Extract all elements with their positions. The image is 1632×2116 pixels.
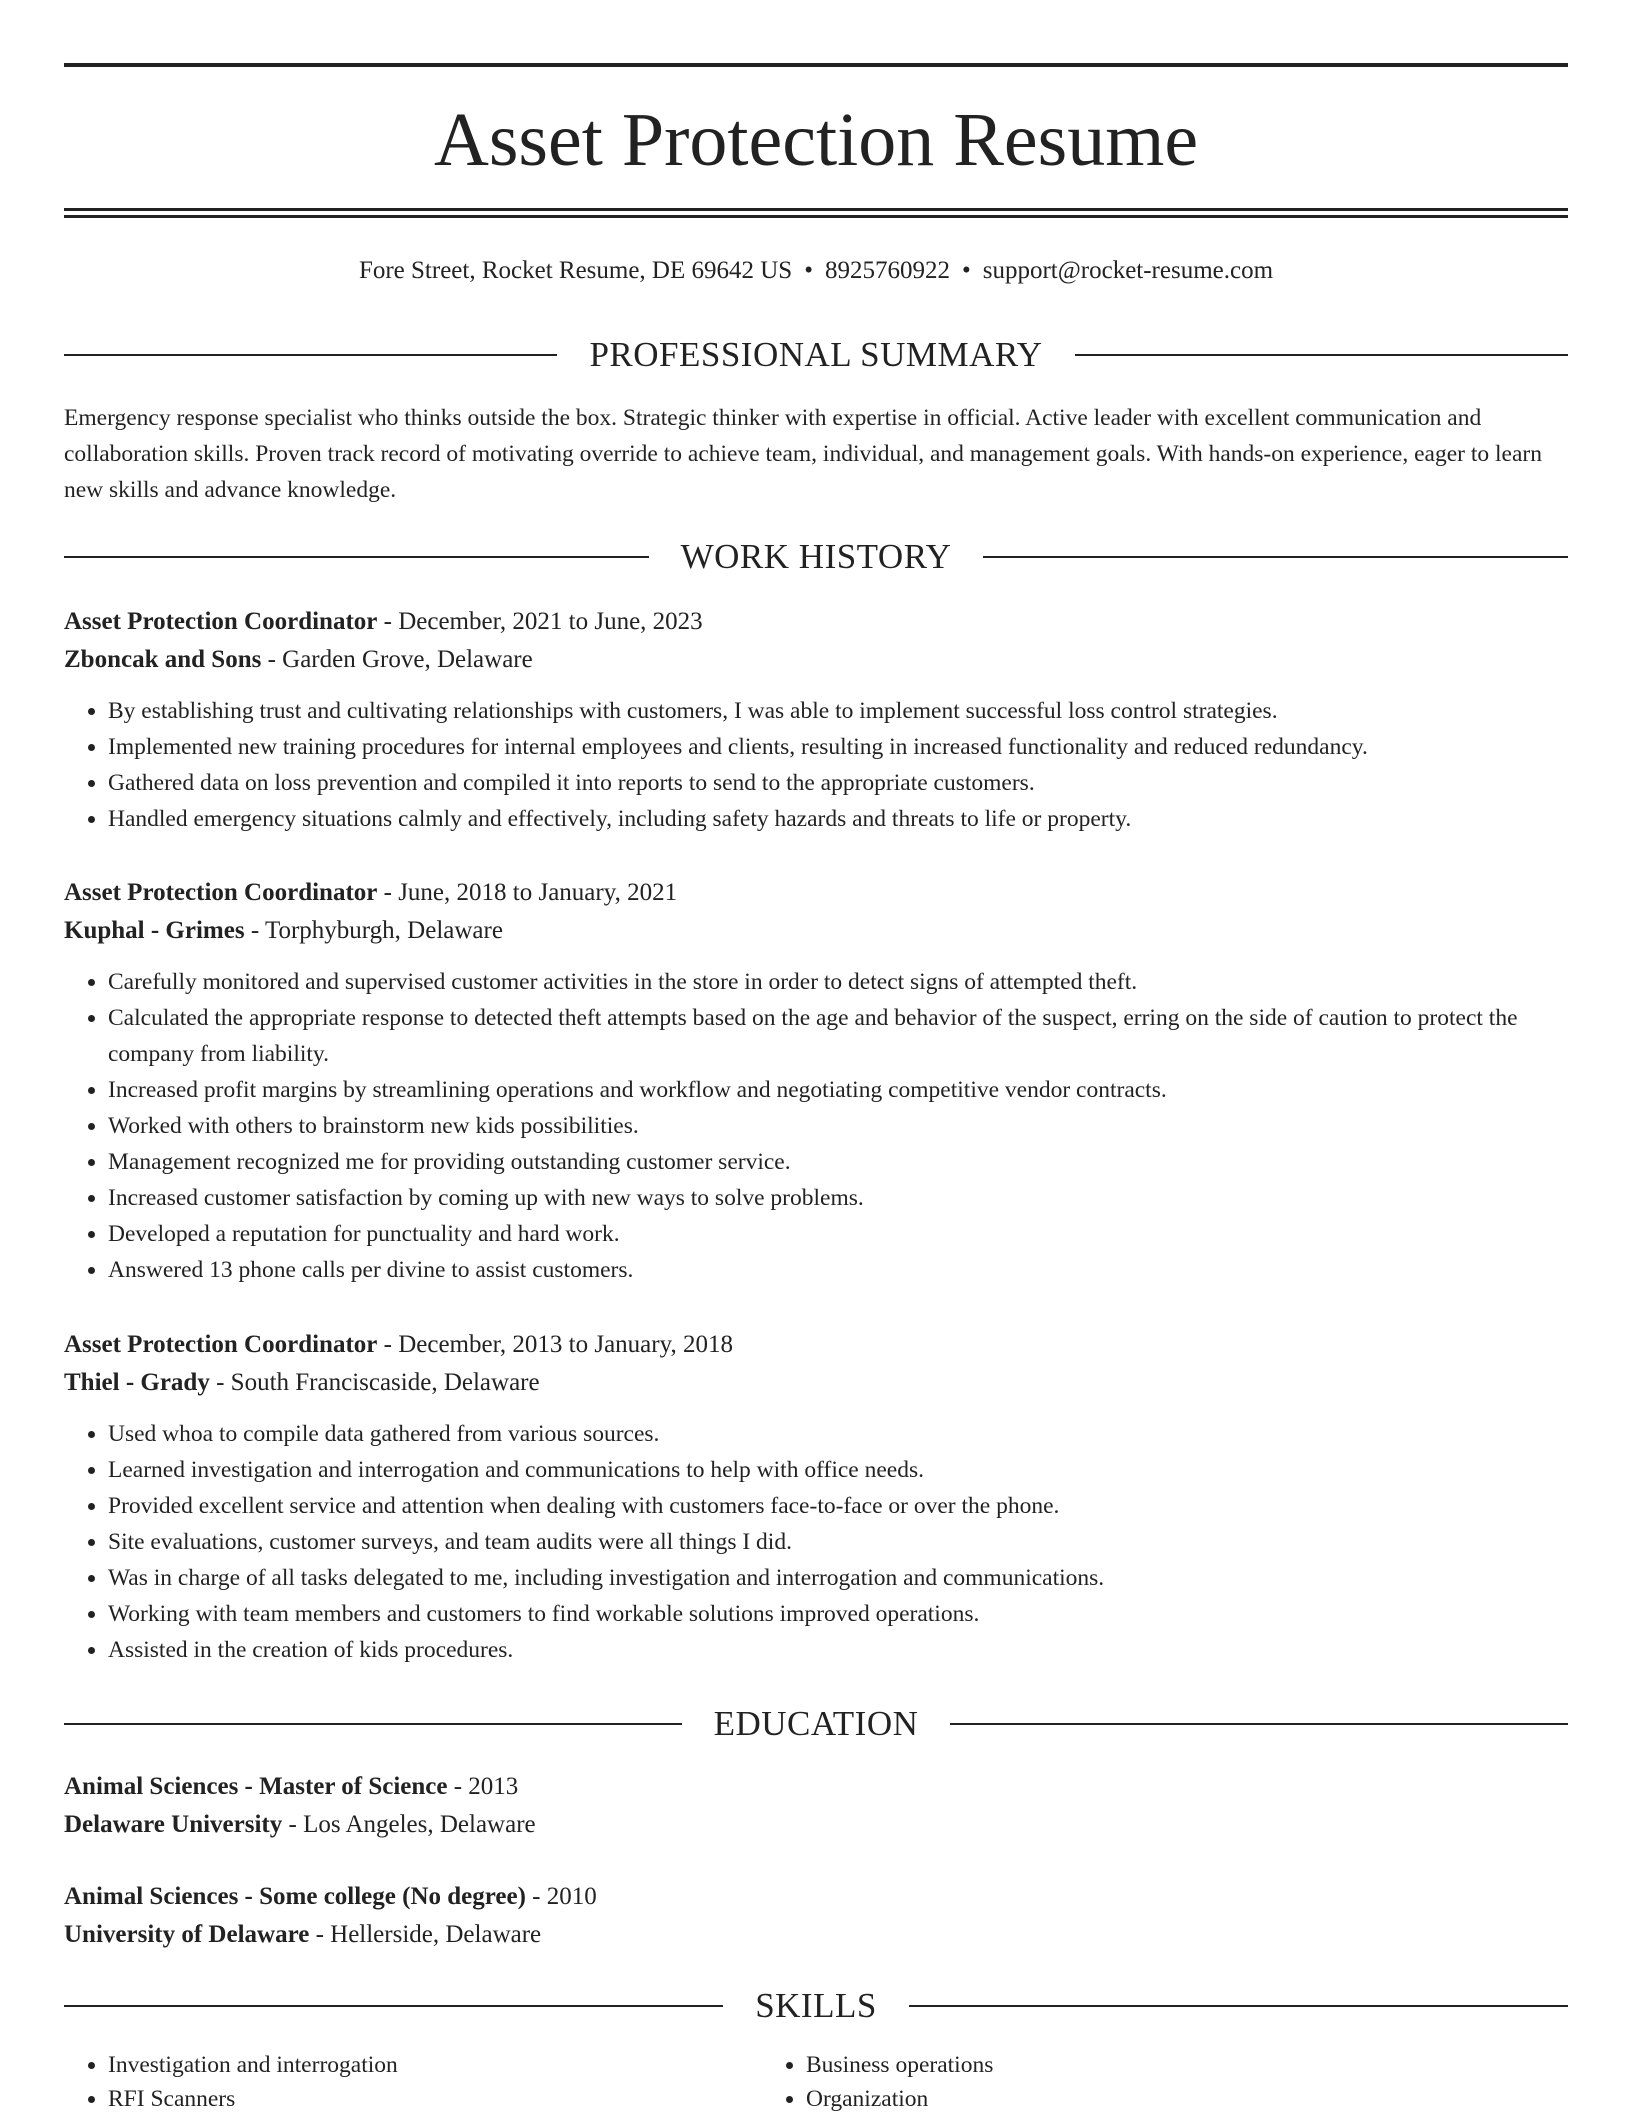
- title-rule-upper: [64, 208, 1568, 211]
- job-title: Asset Protection Coordinator: [64, 879, 378, 906]
- heading-rule: [64, 1723, 682, 1725]
- list-item: • Assisted in the creation of kids procedures.: [108, 1632, 1568, 1668]
- heading-rule: [64, 2005, 723, 2007]
- edu-year: - 2013: [447, 1773, 519, 1800]
- job-location: - Garden Grove, Delaware: [261, 646, 533, 673]
- contact-line: [0, 254, 1632, 288]
- job-entry: [64, 603, 1568, 837]
- skill-item: • RFI Scanners: [108, 2082, 762, 2116]
- section-heading-summary: [64, 335, 1568, 375]
- job-title: Asset Protection Coordinator: [64, 608, 378, 635]
- education-entry: [64, 1878, 1568, 1954]
- section-title: PROFESSIONAL SUMMARY: [589, 335, 1043, 374]
- list-item: • Learned investigation and interrogation and communications to help with office needs.: [108, 1452, 1568, 1488]
- job-bullets: [64, 1416, 1568, 1668]
- top-rule: [64, 63, 1568, 67]
- list-item: • Gathered data on loss prevention and compiled it into reports to send to the appropriate customers.: [108, 765, 1568, 801]
- section-title: EDUCATION: [713, 1704, 919, 1743]
- contact-separator: •: [961, 257, 971, 284]
- list-item: • Was in charge of all tasks delegated to me, including investigation and interrogation and communications.: [108, 1560, 1568, 1596]
- section-title: WORK HISTORY: [680, 537, 952, 576]
- skills-column-right: [762, 2048, 1460, 2116]
- edu-degree: Animal Sciences - Some college (No degree): [64, 1883, 526, 1910]
- job-bullets: [64, 964, 1568, 1288]
- job-company: Kuphal - Grimes: [64, 917, 245, 944]
- contact-phone: 8925760922: [824, 257, 950, 284]
- section-heading-skills: [64, 1986, 1568, 2026]
- section-heading-education: [64, 1704, 1568, 1744]
- skill-item: • Investigation and interrogation: [108, 2048, 762, 2082]
- heading-rule: [64, 354, 557, 356]
- list-item: • Implemented new training procedures for internal employees and clients, resulting in increased functionality and reduced redundancy.: [108, 729, 1568, 765]
- section-heading-work: [64, 537, 1568, 577]
- contact-separator: •: [804, 257, 813, 284]
- list-item: • Carefully monitored and supervised customer activities in the store in order to detect signs of attempted theft.: [108, 964, 1568, 1000]
- job-title: Asset Protection Coordinator: [64, 1331, 378, 1358]
- edu-location: - Los Angeles, Delaware: [282, 1811, 536, 1838]
- list-item: • Answered 13 phone calls per divine to assist customers.: [108, 1252, 1568, 1288]
- job-bullets: [64, 693, 1568, 837]
- list-item: • Increased customer satisfaction by coming up with new ways to solve problems.: [108, 1180, 1568, 1216]
- edu-degree: Animal Sciences - Master of Science: [64, 1773, 448, 1800]
- list-item: • Calculated the appropriate response to detected theft attempts based on the age and behavior of the suspect, erring on the side of caution to protect the company from liability.: [108, 1000, 1568, 1072]
- list-item: • Increased profit margins by streamlining operations and workflow and negotiating competitive vendor contracts.: [108, 1072, 1568, 1108]
- edu-school: Delaware University: [64, 1811, 283, 1838]
- edu-school: University of Delaware: [64, 1921, 310, 1948]
- list-item: • Worked with others to brainstorm new kids possibilities.: [108, 1108, 1568, 1144]
- job-dates: - December, 2013 to January, 2018: [377, 1331, 733, 1358]
- job-location: - Torphyburgh, Delaware: [244, 917, 503, 944]
- summary-text: Emergency response specialist who thinks outside the box. Strategic thinker with expertise in official. Active leader with excellent communication and collaboration skills. Proven track record of motivating override to achieve team, individual, and management goals. With hands-on experience, eager to learn new skills and advance knowledge.: [64, 405, 1542, 503]
- education-entry: [64, 1768, 1568, 1844]
- list-item: • Used whoa to compile data gathered from various sources.: [108, 1416, 1568, 1452]
- job-entry: [64, 1326, 1568, 1668]
- skill-item: • Business operations: [806, 2048, 1460, 2082]
- job-company: Thiel - Grady: [64, 1369, 210, 1396]
- heading-rule: [1075, 354, 1568, 356]
- skills-list: [64, 2048, 1568, 2116]
- job-dates: - June, 2018 to January, 2021: [377, 879, 678, 906]
- skill-item: • Organization: [806, 2082, 1460, 2116]
- heading-rule: [983, 556, 1568, 558]
- edu-year: - 2010: [525, 1883, 597, 1910]
- job-dates: - December, 2021 to June, 2023: [377, 608, 703, 635]
- heading-rule: [950, 1723, 1568, 1725]
- heading-rule: [64, 556, 649, 558]
- job-location: - South Franciscaside, Delaware: [209, 1369, 540, 1396]
- contact-address: Fore Street, Rocket Resume, DE 69642 US: [358, 257, 793, 284]
- section-title: SKILLS: [755, 1986, 877, 2025]
- list-item: • Handled emergency situations calmly and effectively, including safety hazards and threats to life or property.: [108, 801, 1568, 837]
- list-item: • Working with team members and customers to find workable solutions improved operations.: [108, 1596, 1568, 1632]
- title-rule-lower: [64, 215, 1568, 218]
- job-company: Zboncak and Sons: [64, 646, 262, 673]
- heading-rule: [909, 2005, 1568, 2007]
- contact-email: support@rocket-resume.com: [982, 257, 1274, 284]
- list-item: • Provided excellent service and attention when dealing with customers face-to-face or over the phone.: [108, 1488, 1568, 1524]
- list-item: • Site evaluations, customer surveys, and team audits were all things I did.: [108, 1524, 1568, 1560]
- page-title: Asset Protection Resume: [433, 98, 1199, 182]
- job-entry: [64, 874, 1568, 1288]
- list-item: • Management recognized me for providing outstanding customer service.: [108, 1144, 1568, 1180]
- edu-location: - Hellerside, Delaware: [309, 1921, 542, 1948]
- skills-column-left: [64, 2048, 762, 2116]
- list-item: • Developed a reputation for punctuality and hard work.: [108, 1216, 1568, 1252]
- list-item: • By establishing trust and cultivating relationships with customers, I was able to implement successful loss control strategies.: [108, 693, 1568, 729]
